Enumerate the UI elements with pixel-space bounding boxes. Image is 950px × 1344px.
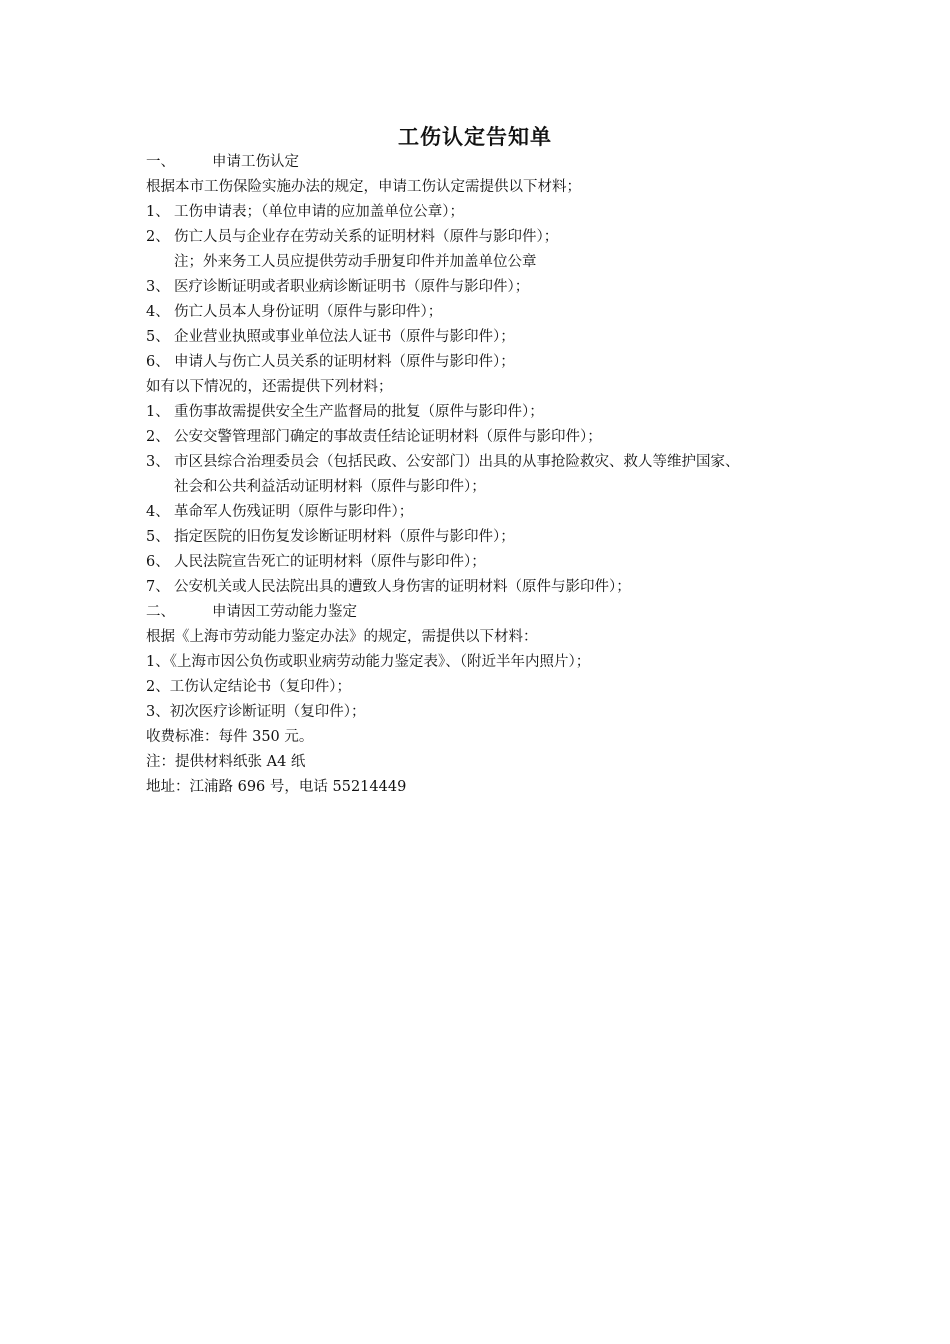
- list-item: 5、 企业营业执照或事业单位法人证书（原件与影印件）；: [146, 329, 515, 345]
- list-item: 3、初次医疗诊断证明（复印件）；: [146, 704, 366, 720]
- list-item: 5、 指定医院的旧伤复发诊断证明材料（原件与影印件）；: [146, 529, 515, 545]
- list-item: 6、 人民法院宣告死亡的证明材料（原件与影印件）；: [146, 554, 486, 570]
- list-item-continuation: 社会和公共利益活动证明材料（原件与影印件）；: [174, 479, 486, 495]
- list-item: 1、《上海市因公负伤或职业病劳动能力鉴定表》、（附近半年内照片）；: [146, 654, 591, 670]
- list-item: 6、 申请人与伤亡人员关系的证明材料（原件与影印件）；: [146, 354, 515, 370]
- list-item-note: 注；外来务工人员应提供劳动手册复印件并加盖单位公章: [174, 254, 537, 270]
- address-line: 地址：江浦路 696 号，电话 55214449: [146, 779, 407, 795]
- list-item: 3、 市区县综合治理委员会（包括民政、公安部门）出具的从事抢险救灾、救人等维护国家、: [146, 454, 740, 470]
- list-item: 2、工伤认定结论书（复印件）；: [146, 679, 351, 695]
- section-1-intro: 根据本市工伤保险实施办法的规定，申请工伤认定需提供以下材料；: [146, 179, 581, 195]
- list-item: 4、 革命军人伤残证明（原件与影印件）；: [146, 504, 414, 520]
- document-body: [146, 150, 846, 800]
- paper-note: 注：提供材料纸张 A4 纸: [146, 754, 306, 770]
- list-item: 3、 医疗诊断证明或者职业病诊断证明书（原件与影印件）；: [146, 279, 530, 295]
- section-2-intro: 根据《上海市劳动能力鉴定办法》的规定，需提供以下材料：: [146, 629, 538, 645]
- section-2-title: 申请因工劳动能力鉴定: [212, 604, 357, 620]
- extra-intro: 如有以下情况的，还需提供下列材料；: [146, 379, 393, 395]
- document-title: 工伤认定告知单: [398, 124, 552, 149]
- list-item: 2、 公安交警管理部门确定的事故责任结论证明材料（原件与影印件）；: [146, 429, 602, 445]
- fee-standard: 收费标准：每件 350 元。: [146, 729, 314, 745]
- list-item: 7、 公安机关或人民法院出具的遭致人身伤害的证明材料（原件与影印件）；: [146, 579, 631, 595]
- list-item: 1、 工伤申请表；（单位申请的应加盖单位公章）；: [146, 204, 464, 220]
- list-item: 4、 伤亡人员本人身份证明（原件与影印件）；: [146, 304, 443, 320]
- section-1-number: 一、: [146, 154, 175, 170]
- section-1-title: 申请工伤认定: [212, 154, 299, 170]
- section-2-number: 二、: [146, 604, 175, 620]
- section-2-heading: [146, 600, 846, 625]
- list-item: 2、 伤亡人员与企业存在劳动关系的证明材料（原件与影印件）；: [146, 229, 559, 245]
- list-item: 1、 重伤事故需提供安全生产监督局的批复（原件与影印件）；: [146, 404, 544, 420]
- section-1-heading: [146, 150, 846, 175]
